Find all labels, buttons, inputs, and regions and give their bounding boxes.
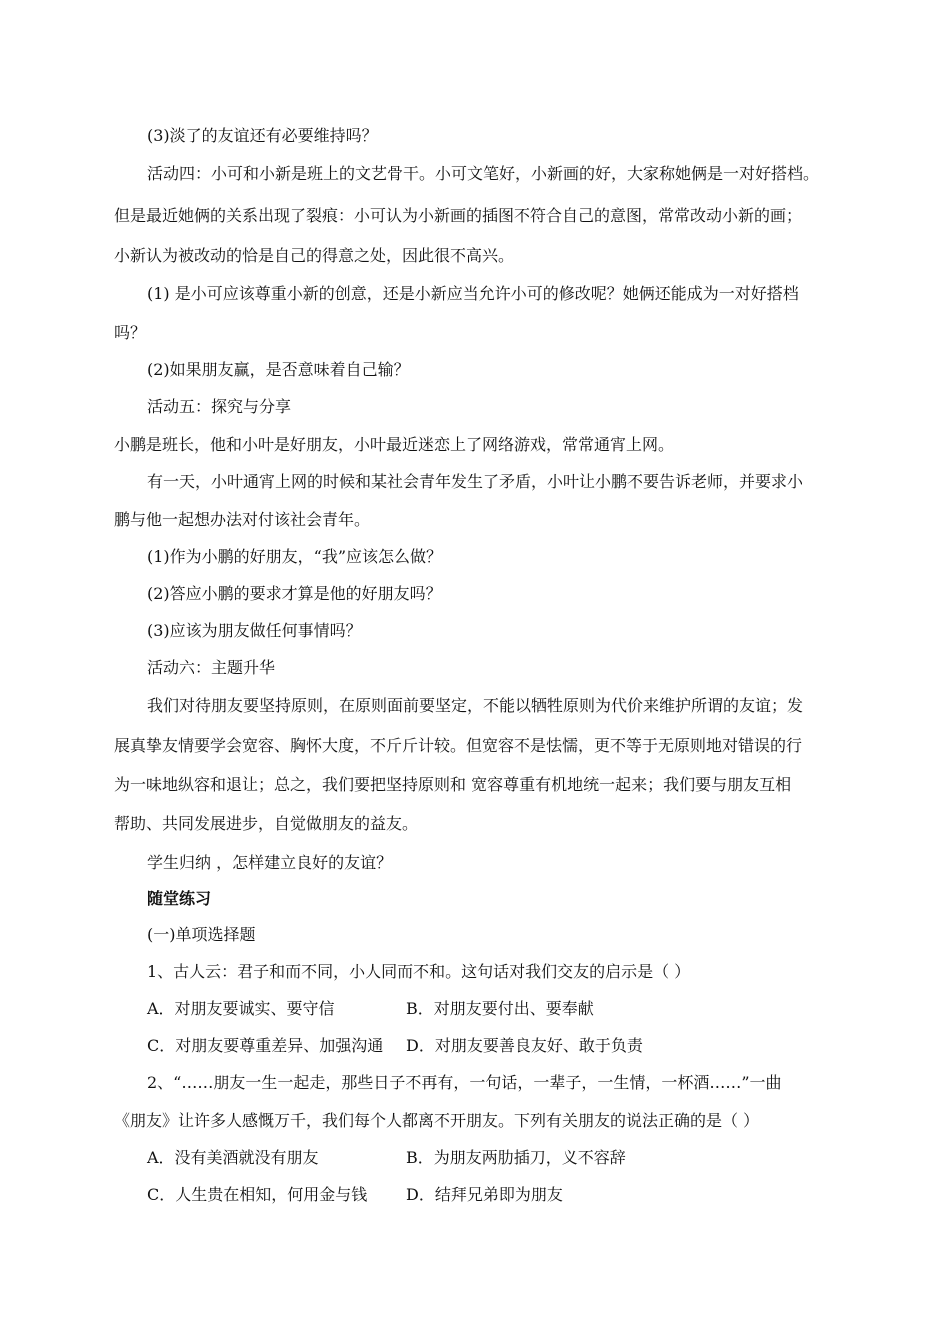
subsection-heading: (一)单项选择题: [147, 925, 256, 944]
question-line: (2)答应小鹏的要求才算是他的好朋友吗？: [147, 584, 442, 603]
option-b: B．对朋友要付出、要奉献: [406, 999, 594, 1018]
summary-paragraph-cont: 帮助、共同发展进步，自觉做朋友的益友。: [114, 814, 419, 833]
option-c: C．人生贵在相知，何用金与钱: [147, 1185, 368, 1204]
summary-paragraph-cont: 为一味地纵容和退让；总之，我们要把坚持原则和 宽容尊重有机地统一起来；我们要与朋友互相: [114, 775, 792, 794]
question-line: (3)应该为朋友做任何事情吗？: [147, 621, 362, 640]
activity-five-paragraph: 小鹏是班长，他和小叶是好朋友，小叶最近迷恋上了网络游戏，常常通宵上网。: [114, 435, 675, 454]
question-line: (1)作为小鹏的好朋友，“我”应该怎么做？: [147, 547, 443, 566]
question-line: (1) 是小可应该尊重小新的创意，还是小新应当允许小可的修改呢？她俩还能成为一对好搭档: [147, 284, 799, 303]
option-d: D．结拜兄弟即为朋友: [406, 1185, 563, 1204]
question-two: 2、“……朋友一生一起走，那些日子不再有，一句话，一辈子，一生情，一杯酒……”一曲: [147, 1073, 782, 1092]
question-two-cont: 《朋友》让许多人感慨万千，我们每个人都离不开朋友。下列有关朋友的说法正确的是（ ）: [114, 1111, 760, 1130]
summary-paragraph: 我们对待朋友要坚持原则，在原则面前要坚定，不能以牺牲原则为代价来维护所谓的友谊；发: [147, 696, 804, 715]
question-line: (2)如果朋友赢，是否意味着自己输？: [147, 360, 410, 379]
activity-five-paragraph: 有一天，小叶通宵上网的时候和某社会青年发生了矛盾，小叶让小鹏不要告诉老师，并要求小: [147, 472, 804, 491]
student-summary-line: 学生归纳 ，怎样建立良好的友谊？: [147, 853, 393, 872]
question-line-cont: 吗？: [114, 323, 147, 342]
activity-four-paragraph: 活动四：小可和小新是班上的文艺骨干。小可文笔好，小新画的好，大家称她俩是一对好搭档。: [147, 164, 820, 183]
question-one: 1、古人云：君子和而不同，小人同而不和。这句话对我们交友的启示是（ ）: [147, 962, 691, 981]
option-a: A．对朋友要诚实、要守信: [147, 999, 335, 1018]
option-a: A．没有美酒就没有朋友: [147, 1148, 319, 1167]
option-c: C．对朋友要尊重差异、加强沟通: [147, 1036, 384, 1055]
activity-five-paragraph-cont: 鹏与他一起想办法对付该社会青年。: [114, 510, 371, 529]
option-b: B．为朋友两肋插刀，义不容辞: [406, 1148, 626, 1167]
summary-paragraph-cont: 展真挚友情要学会宽容、胸怀大度，不斤斤计较。但宽容不是怯懦，更不等于无原则地对错误的行: [114, 736, 803, 755]
activity-four-paragraph-cont: 但是最近她俩的关系出现了裂痕：小可认为小新画的插图不符合自己的意图，常常改动小新的画；: [114, 206, 803, 225]
activity-heading: 活动五：探究与分享: [147, 397, 292, 416]
activity-four-paragraph-cont: 小新认为被改动的恰是自己的得意之处，因此很不高兴。: [114, 246, 515, 265]
activity-heading: 活动六：主题升华: [147, 658, 276, 677]
option-d: D．对朋友要善良友好、敢于负责: [406, 1036, 643, 1055]
section-heading: 随堂练习: [147, 889, 212, 908]
question-line: (3)淡了的友谊还有必要维持吗？: [147, 126, 378, 145]
